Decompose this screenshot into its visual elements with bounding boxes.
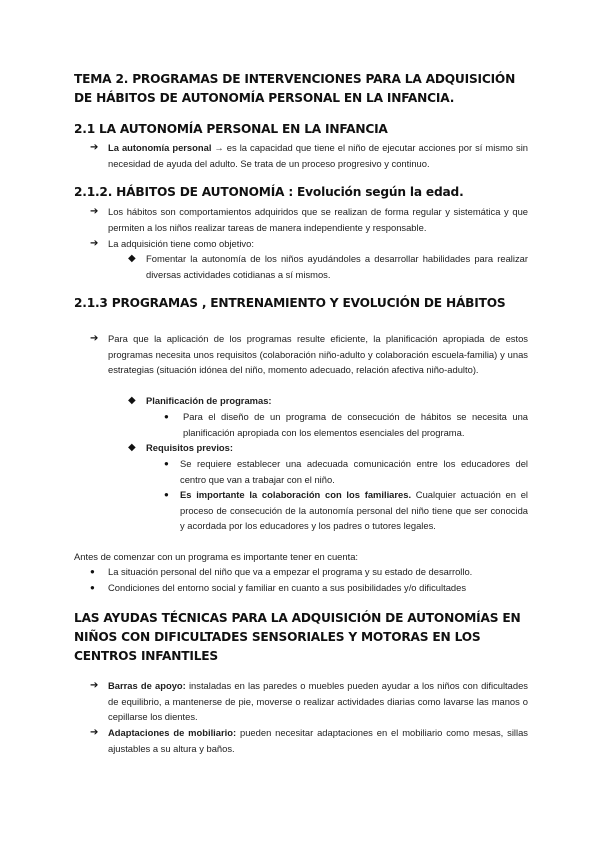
document-title: TEMA 2. PROGRAMAS DE INTERVENCIONES PARA LA ADQUISICIÓN DE HÁBITOS DE AUTONOMÍA PERSONAL EN LA INFANCIA.: [74, 72, 516, 105]
arrow-icon: ➔: [90, 680, 99, 691]
consideration-item: La situación personal del niño que va a empezar el programa y su estado de desarrollo.: [108, 566, 473, 577]
bullet-icon: ●: [90, 583, 95, 592]
support-bars-item: Barras de apoyo: instaladas en las paredes o muebles pueden ayudar a los niños con dificultades de equilibrio, a mantenerse de pie, moverse o realizar actividades diarias como lavarse las manos o cepillarse los dientes.: [108, 680, 528, 723]
arrow-icon: ➔: [90, 142, 99, 153]
acquisition-objective: La adquisición tiene como objetivo:: [108, 238, 254, 249]
section-heading-2-1-3: 2.1.3 PROGRAMAS , ENTRENAMIENTO Y EVOLUCIÓN DE HÁBITOS: [74, 296, 506, 310]
bullet-icon: ●: [164, 459, 169, 468]
arrow-icon: ➔: [90, 238, 99, 249]
furniture-adaptation-item: Adaptaciones de mobiliario: pueden necesitar adaptaciones en el mobiliario como mesas, sillas ajustables a su altura y baños.: [108, 727, 528, 754]
arrow-icon: ➔: [90, 206, 99, 217]
requirement-communication: Se requiere establecer una adecuada comunicación entre los educadores del centro que van a trabajar con el niño.: [180, 458, 528, 485]
arrow-icon: ➔: [90, 333, 99, 344]
bullet-icon: ●: [164, 490, 169, 499]
habits-definition: Los hábitos son comportamientos adquiridos que se realizan de forma regular y sistemática y que permiten a los niños realizar tareas de manera independiente y responsable.: [108, 206, 528, 233]
requirement-family-collaboration: Es importante la colaboración con los familiares. Cualquier actuación en el proceso de consecución de la autonomía personal del niño tiene que ser conocida y acordada por los educadores y los padres o tutores legales.: [180, 489, 528, 532]
section-heading-technical-aids: LAS AYUDAS TÉCNICAS PARA LA ADQUISICIÓN DE AUTONOMÍAS EN NIÑOS CON DIFICULTADES SENSORIALES Y MOTORAS EN LOS CENTROS INFANTILES: [74, 611, 521, 663]
requirements-label: Requisitos previos:: [146, 442, 233, 453]
objective-item: Fomentar la autonomía de los niños ayudándoles a desarrollar habilidades para realizar diversas actividades cotidianas a sí mismos.: [146, 253, 528, 280]
diamond-bullet-icon: ◆: [128, 395, 136, 406]
autonomy-definition: La autonomía personal → es la capacidad que tiene el niño de ejecutar acciones por sí mismo sin necesidad de ayuda del adulto. Se trata de un proceso progresivo y continuo.: [108, 142, 528, 169]
section-heading-2-1: 2.1 LA AUTONOMÍA PERSONAL EN LA INFANCIA: [74, 122, 388, 136]
planning-label: Planificación de programas:: [146, 395, 272, 406]
before-starting-note: Antes de comenzar con un programa es importante tener en cuenta:: [74, 551, 359, 562]
diamond-bullet-icon: ◆: [128, 442, 136, 453]
section-heading-2-1-2: 2.1.2. HÁBITOS DE AUTONOMÍA : Evolución según la edad.: [74, 185, 464, 199]
diamond-bullet-icon: ◆: [128, 253, 136, 264]
programs-requirements: Para que la aplicación de los programas resulte eficiente, la planificación apropiada de estos programas necesita unos requisitos (colaboración niño-adulto y colaboración escuela-familia) y unas estrategias (situación idónea del niño, momento adecuado, relación afectiva niño-adulto).: [108, 333, 528, 376]
bullet-icon: ●: [164, 412, 169, 421]
planning-text: Para el diseño de un programa de consecución de hábitos se necesita una planificación apropiada con los elementos esenciales del programa.: [183, 411, 528, 438]
autonomy-term: La autonomía personal: [108, 142, 212, 153]
arrow-icon: ➔: [90, 727, 99, 738]
consideration-item: Condiciones del entorno social y familiar en cuanto a sus posibilidades y/o dificultades: [108, 582, 467, 593]
bullet-icon: ●: [90, 567, 95, 576]
